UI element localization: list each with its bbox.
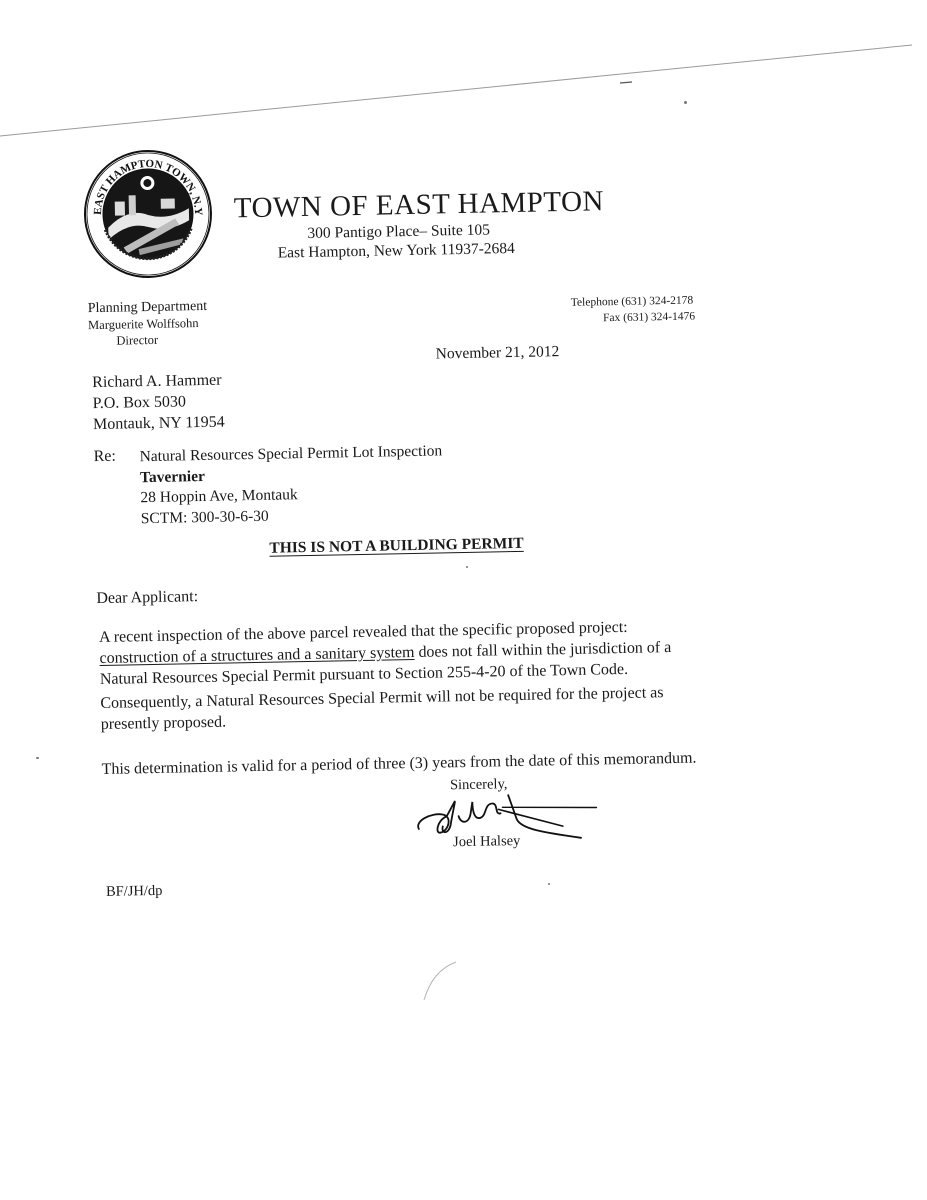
recipient-address-block — [92, 370, 225, 436]
body-p3-line1: This determination is valid for a period of three (3) years from the date of this memorandum. — [101, 749, 697, 778]
letter-date: November 21, 2012 — [435, 343, 560, 363]
fax-number: Fax (631) 324-1476 — [602, 310, 696, 325]
body-paragraph-3 — [101, 748, 696, 780]
body-p1-line1: A recent inspection of the above parcel revealed that the specific proposed project: — [98, 618, 628, 647]
re-block — [139, 441, 443, 529]
letterhead-address-line1: 300 Pantigo Place– Suite 105 — [307, 221, 491, 242]
department-name: Planning Department — [87, 298, 208, 317]
re-site-address: 28 Hoppin Ave, Montauk — [140, 486, 298, 507]
director-name: Marguerite Wolffsohn — [87, 316, 199, 333]
re-subject: Natural Resources Special Permit Lot Inspection — [139, 442, 443, 466]
closing: Sincerely, — [449, 776, 508, 794]
director-title: Director — [116, 332, 159, 348]
scan-speck — [548, 883, 550, 885]
scan-speck — [684, 101, 687, 104]
body-p2-line1: Consequently, a Natural Resources Special Permit will not be required for the project as — [100, 684, 664, 713]
town-seal-icon — [82, 148, 214, 280]
project-description: construction of a structures and a sanitary system — [99, 643, 415, 668]
re-label: Re: — [93, 447, 117, 466]
scan-speck — [36, 757, 39, 759]
signer-name: Joel Halsey — [452, 832, 521, 851]
body-p2-line2: presently proposed. — [100, 713, 227, 733]
recipient-address-line2: Montauk, NY 11954 — [92, 413, 225, 434]
not-building-permit-notice: THIS IS NOT A BUILDING PERMIT — [269, 534, 524, 557]
recipient-name: Richard A. Hammer — [92, 371, 222, 392]
town-name: TOWN OF EAST HAMPTON — [233, 185, 605, 225]
salutation: Dear Applicant: — [96, 588, 199, 608]
body-p1-line2-rest: does not fall within the jurisdiction of a — [414, 639, 672, 661]
re-sctm: SCTM: 300-30-6-30 — [140, 507, 269, 527]
recipient-address-line1: P.O. Box 5030 — [92, 393, 187, 413]
telephone-number: Telephone (631) 324-2178 — [570, 294, 694, 309]
reference-initials: BF/JH/dp — [105, 882, 163, 900]
seal-text: EAST HAMPTON TOWN, N.Y. — [91, 157, 205, 216]
body-p1-line3: Natural Resources Special Permit pursuant to Section 255-4-20 of the Town Code. — [99, 660, 629, 689]
re-applicant: Tavernier — [139, 467, 206, 486]
scan-mark — [418, 960, 458, 1005]
body-paragraph-1 — [99, 616, 672, 690]
scan-speck — [466, 566, 468, 568]
body-paragraph-2 — [100, 682, 664, 735]
letterhead-address-line2: East Hampton, New York 11937-2684 — [277, 239, 515, 262]
